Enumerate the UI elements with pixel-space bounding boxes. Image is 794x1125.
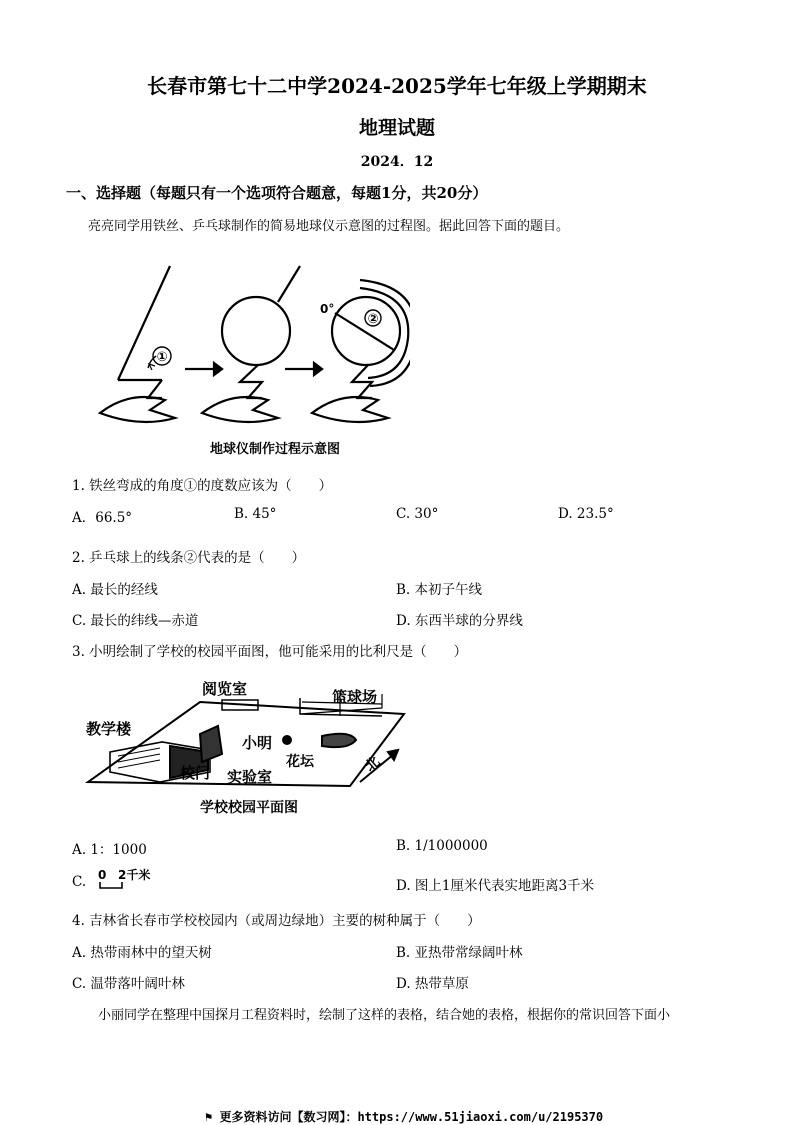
label-line: ② xyxy=(367,312,379,327)
label-angle: ① xyxy=(156,350,168,365)
label-basketball-court: 篮球场 xyxy=(332,688,378,706)
scale-bar-icon xyxy=(96,866,166,892)
question-3-option-c-label: C. xyxy=(72,874,87,890)
label-teaching-building: 教学楼 xyxy=(86,720,132,738)
scale-bar-zero: 0 xyxy=(98,868,107,882)
label-school-gate: 校门 xyxy=(180,764,211,782)
question-4-option-a[interactable]: A. 热带雨林中的望天树 xyxy=(72,945,212,961)
label-reading-room: 阅览室 xyxy=(202,680,248,698)
question-3-option-c[interactable] xyxy=(72,868,151,890)
question-1-option-d[interactable]: D. 23.5° xyxy=(558,506,614,522)
question-1-option-c[interactable]: C. 30° xyxy=(396,506,439,522)
question-2-option-a[interactable]: A. 最长的经线 xyxy=(72,582,158,598)
question-1-option-b[interactable]: B. 45° xyxy=(234,506,277,522)
question-1-option-a[interactable]: A．66.5° xyxy=(72,510,133,526)
figure2-caption: 学校校园平面图 xyxy=(200,800,298,816)
exam-date: 2024．12 xyxy=(360,154,434,170)
question-3-stem: 3. 小明绘制了学校的校园平面图，他可能采用的比利尺是（ ） xyxy=(72,644,468,660)
label-xiaoming: 小明 xyxy=(242,734,273,752)
question-3-option-b[interactable]: B. 1/1000000 xyxy=(396,838,488,854)
section-heading: 一、选择题（每题只有一个选项符合题意，每题1分，共20分） xyxy=(66,184,488,202)
figure1-caption: 地球仪制作过程示意图 xyxy=(209,442,341,457)
footer-link[interactable]: 更多资料访问【数习网】：https://www.51jiaoxi.com/u/2195370 xyxy=(219,1110,604,1124)
question-1-stem: 1. 铁丝弯成的角度①的度数应该为（ ） xyxy=(72,478,333,494)
label-flower-bed: 花坛 xyxy=(286,754,314,770)
label-north: 北 xyxy=(362,753,384,776)
flag-icon: ⚑ xyxy=(205,1110,220,1124)
scale-bar-label: 2千米 xyxy=(118,868,151,882)
question-4-option-d[interactable]: D. 热带草原 xyxy=(396,976,469,992)
label-laboratory: 实验室 xyxy=(227,768,273,786)
campus-plan-figure xyxy=(82,674,428,824)
section-intro: 亮亮同学用铁丝、乒乓球制作的简易地球仪示意图的过程图。据此回答下面的题目。 xyxy=(88,219,570,234)
question-2-option-b[interactable]: B. 本初子午线 xyxy=(396,582,483,598)
footer xyxy=(205,1108,603,1125)
question-3-option-d[interactable]: D. 图上1厘米代表实地距离3千米 xyxy=(396,878,595,894)
page-subtitle: 地理试题 xyxy=(358,117,435,139)
globe-process-figure xyxy=(90,258,410,458)
question-2-option-d[interactable]: D. 东西半球的分界线 xyxy=(396,613,523,629)
question-4-stem: 4. 吉林省长春市学校校园内（或周边绿地）主要的树种属于（ ） xyxy=(72,913,481,929)
passage-2-intro: 小丽同学在整理中国探月工程资料时，绘制了这样的表格，结合她的表格，根据你的常识回答下面小 xyxy=(98,1008,671,1023)
question-4-option-c[interactable]: C. 温带落叶阔叶林 xyxy=(72,976,185,992)
question-2-stem: 2. 乒乓球上的线条②代表的是（ ） xyxy=(72,550,306,566)
question-4-option-b[interactable]: B. 亚热带常绿阔叶林 xyxy=(396,945,523,961)
page-title: 长春市第七十二中学2024-2025学年七年级上学期期末 xyxy=(147,74,647,98)
question-2-option-c[interactable]: C. 最长的纬线—赤道 xyxy=(72,613,199,629)
label-zero-degree: 0° xyxy=(320,302,335,316)
question-3-option-a[interactable]: A. 1：1000 xyxy=(72,842,147,858)
